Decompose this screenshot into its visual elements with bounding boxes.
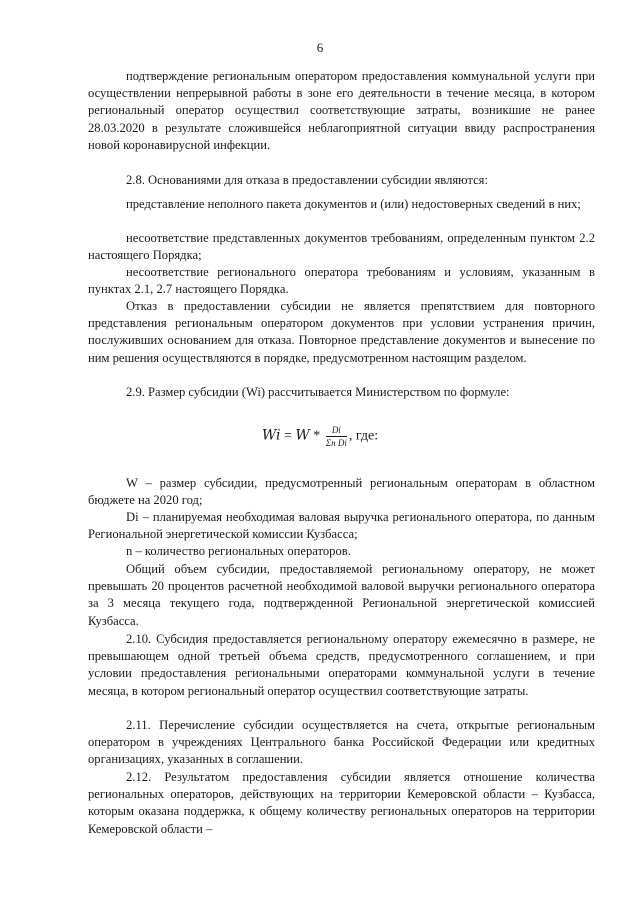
paragraph-refusal-reason-1: представление неполного пакета документов и (или) недостоверных сведений в них; — [126, 197, 581, 211]
paragraph-total-volume: Общий объем субсидии, предоставляемой региональному оператору, не может превышать 20 процентов расчетной необходимой валовой выручки регионального оператора за 3 месяца текущего года, подтвержденной Региональной энергетической комиссией Кузбасса. — [88, 562, 595, 628]
formula-suffix: , где: — [348, 428, 379, 444]
formula-lhs: Wi — [261, 427, 281, 444]
formula-equals: = — [280, 428, 296, 444]
paragraph-2-11: 2.11. Перечисление субсидии осуществляется на счета, открытые региональным оператором в учреждениях Центрального банка Российской Федерации или кредитных организациях, указанных в соглашении. — [88, 718, 595, 767]
paragraph-2-12: 2.12. Результатом предоставления субсидии является отношение количества региональных операторов, действующих на территории Кемеровской области – Кузбасса, которым оказана поддержка, к общему количеству региональных операторов на территории Кемеровской области – — [88, 770, 595, 836]
paragraph-refusal-reason-2: несоответствие представленных документов требованиям, определенным пунктом 2.2 настоящего Порядка; — [88, 231, 595, 263]
paragraph-w-definition: W – размер субсидии, предусмотренный региональным операторам в областном бюджете на 2020 год; — [88, 476, 595, 508]
formula-times: * — [309, 428, 324, 444]
formula-fraction — [326, 425, 347, 448]
formula-w: W — [295, 427, 310, 444]
paragraph-confirmation: подтверждение региональным оператором предоставления коммунальной услуги при осуществлении непрерывной работы в зоне его деятельности в течение месяца, в котором региональный оператор осуществил соответствующие затраты, возникшие не ранее 28.03.2020 в результате сложившейся неблагоприятной ситуации ввиду распространения новой коронавирусной инфекции. — [88, 69, 595, 152]
paragraph-resubmission: Отказ в предоставлении субсидии не является препятствием для повторного представления региональным оператором документов при условии устранения причин, послуживших основанием для отказа. Повторное представление документов и вынесение по ним решения осуществляются в порядке, предусмотренном настоящим разделом. — [88, 299, 595, 365]
paragraph-2-8: 2.8. Основаниями для отказа в предоставлении субсидии являются: — [126, 173, 488, 187]
formula-numerator: Di — [326, 425, 347, 437]
formula-denominator: Σn Di — [325, 438, 347, 448]
paragraph-refusal-reason-3: несоответствие регионального оператора требованиям и условиям, указанным в пунктах 2.1, 2.7 настоящего Порядка. — [88, 265, 595, 297]
page-number: 6 — [316, 40, 324, 55]
subsidy-formula — [0, 425, 640, 448]
paragraph-di-definition: Di – планируемая необходимая валовая выручка регионального оператора, по данным Региональной энергетической комиссии Кузбасса; — [88, 510, 595, 542]
paragraph-n-definition: n – количество региональных операторов. — [126, 544, 351, 558]
paragraph-2-10: 2.10. Субсидия предоставляется региональному оператору ежемесячно в размере, не превышающем одной третьей объема средств, предусмотренного соглашением, и при условии предоставления региональными операторами коммунальной услуги в течение месяца, в котором региональный оператор осуществил соответствующие затраты. — [88, 632, 595, 698]
paragraph-2-9: 2.9. Размер субсидии (Wi) рассчитывается Министерством по формуле: — [126, 385, 510, 399]
